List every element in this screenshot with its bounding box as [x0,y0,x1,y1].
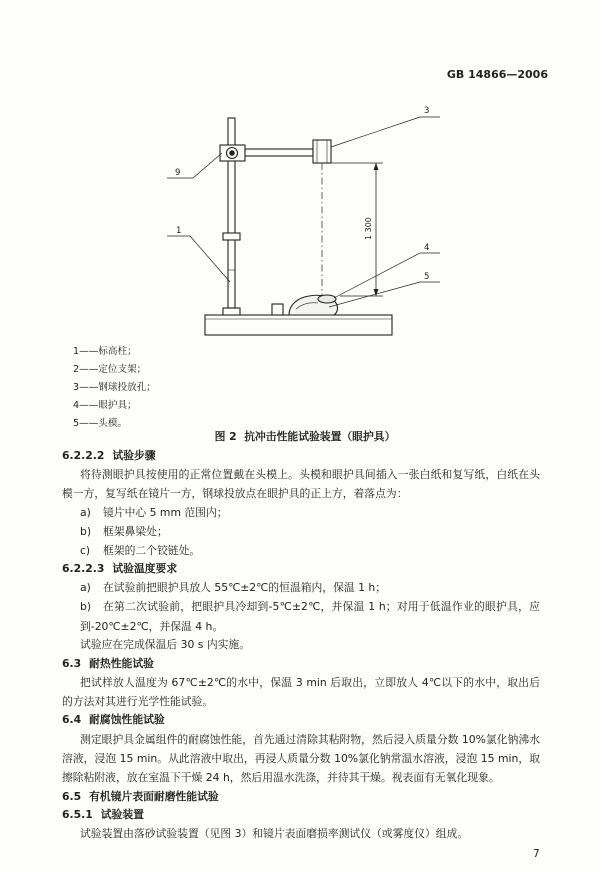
leader-3 [331,117,440,147]
section-heading-6-2-2-2 [62,449,156,463]
list-item: 镜片中心 5 mm 范围内； [103,506,228,519]
paragraph-line: 把试样放人温度为 67℃±2℃的水中，保温 3 min 后取出，立即放人 4℃以下的水中，取出后 [80,676,540,689]
section-heading-6-4 [62,713,165,727]
post-foot [223,308,240,315]
dimension-label: 1 300 [364,217,373,240]
list-marker: c) [80,544,91,557]
impact-test-apparatus-diagram [160,95,460,345]
page-number: 7 [533,848,540,860]
paragraph-line: 试验装置由落砂试验装置（见图 3）和镜片表面磨损率测试仪（或雾度仪）组成。 [80,827,469,840]
list-marker: a) [80,506,91,519]
section-title: 有机镜片表面耐磨性能试验 [89,790,219,803]
section-title: 试验装置 [100,808,144,821]
paragraph-line: 试验应在完成保温后 30 s 内实施。 [80,638,251,651]
support-arm [245,149,313,156]
list-item: 在试验前把眼护具放人 55℃±2℃的恒温箱内，保温 1 h； [103,581,387,594]
section-number: 6.4 [62,713,82,726]
leader-1 [167,236,230,282]
section-heading-6-2-2-3 [62,562,177,576]
legend-item: 3——钢球投放孔； [73,382,156,393]
section-number: 6.5.1 [62,808,93,821]
label-5: 5 [424,272,430,282]
list-item: 框架的二个铰链处。 [103,544,201,557]
paragraph-line: 将待测眼护具按使用的正常位置戴在头模上。头模和眼护具间插入一张白纸和复写纸，白纸在头 [80,468,540,481]
label-1: 1 [176,226,182,236]
section-title: 试验步骤 [112,449,156,462]
section-title: 耐腐蚀性能试验 [89,713,165,726]
section-number: 6.3 [62,657,82,670]
list-item: 在第二次试验前，把眼护具冷却到-5℃±2℃，并保温 1 h；对用于低温作业的眼护具，应 [103,600,540,613]
paragraph-line: 擦除粘附液，放在室温下干燥 24 h，然后用温水洗涤，并待其干燥。视表面有无氧化现象。 [62,771,500,784]
legend-item: 4——眼护具； [73,400,137,411]
section-number: 6.5 [62,790,82,803]
section-heading-6-5-1 [62,808,144,822]
legend-item: 5——头模。 [73,418,128,429]
eye-protector [318,295,336,303]
section-number: 6.2.2.2 [62,449,105,462]
legend-item: 1——标高柱； [73,346,137,357]
section-title: 耐热性能试验 [89,657,154,670]
section-heading-6-3 [62,657,154,671]
paragraph-line: 溶液，浸泡 15 min。从此溶液中取出，再浸人质量分数 10%氯化钠常温水溶液，浸泡 15 min，取 [62,752,540,765]
section-number: 6.2.2.3 [62,562,105,575]
post-collar [223,233,240,240]
list-item: 框架鼻梁处； [103,525,168,538]
ball-drop-hole-block [313,140,331,163]
legend-item: 2——定位支架； [73,364,147,375]
paragraph-line: 的方法对其进行光学性能试验。 [62,695,214,708]
standard-number: GB 14866—2006 [446,68,548,81]
paragraph-line: 测定眼护具金属组件的耐腐蚀性能，首先通过清除其粘附物，然后浸入质量分数 10%氯化钠沸水 [80,733,540,746]
base-plate [205,315,392,335]
label-9: 9 [175,168,181,178]
label-3: 3 [424,106,430,116]
list-marker: b) [80,525,92,538]
section-heading-6-5 [62,790,219,804]
paragraph-line: 模一方，复写纸在镜片一方，钢球投放点在眼护具的正上方，着落点为： [62,487,408,500]
list-marker: a) [80,581,91,594]
figure-caption: 图 2 抗冲击性能试验装置（眼护具） [214,430,396,443]
list-item-continuation: 到-20℃±2℃，并保温 4 h。 [80,620,224,633]
leader-5 [329,282,440,307]
label-4: 4 [424,243,430,253]
section-title: 试验温度要求 [112,562,178,575]
list-marker: b) [80,600,92,613]
small-stand [272,304,283,315]
